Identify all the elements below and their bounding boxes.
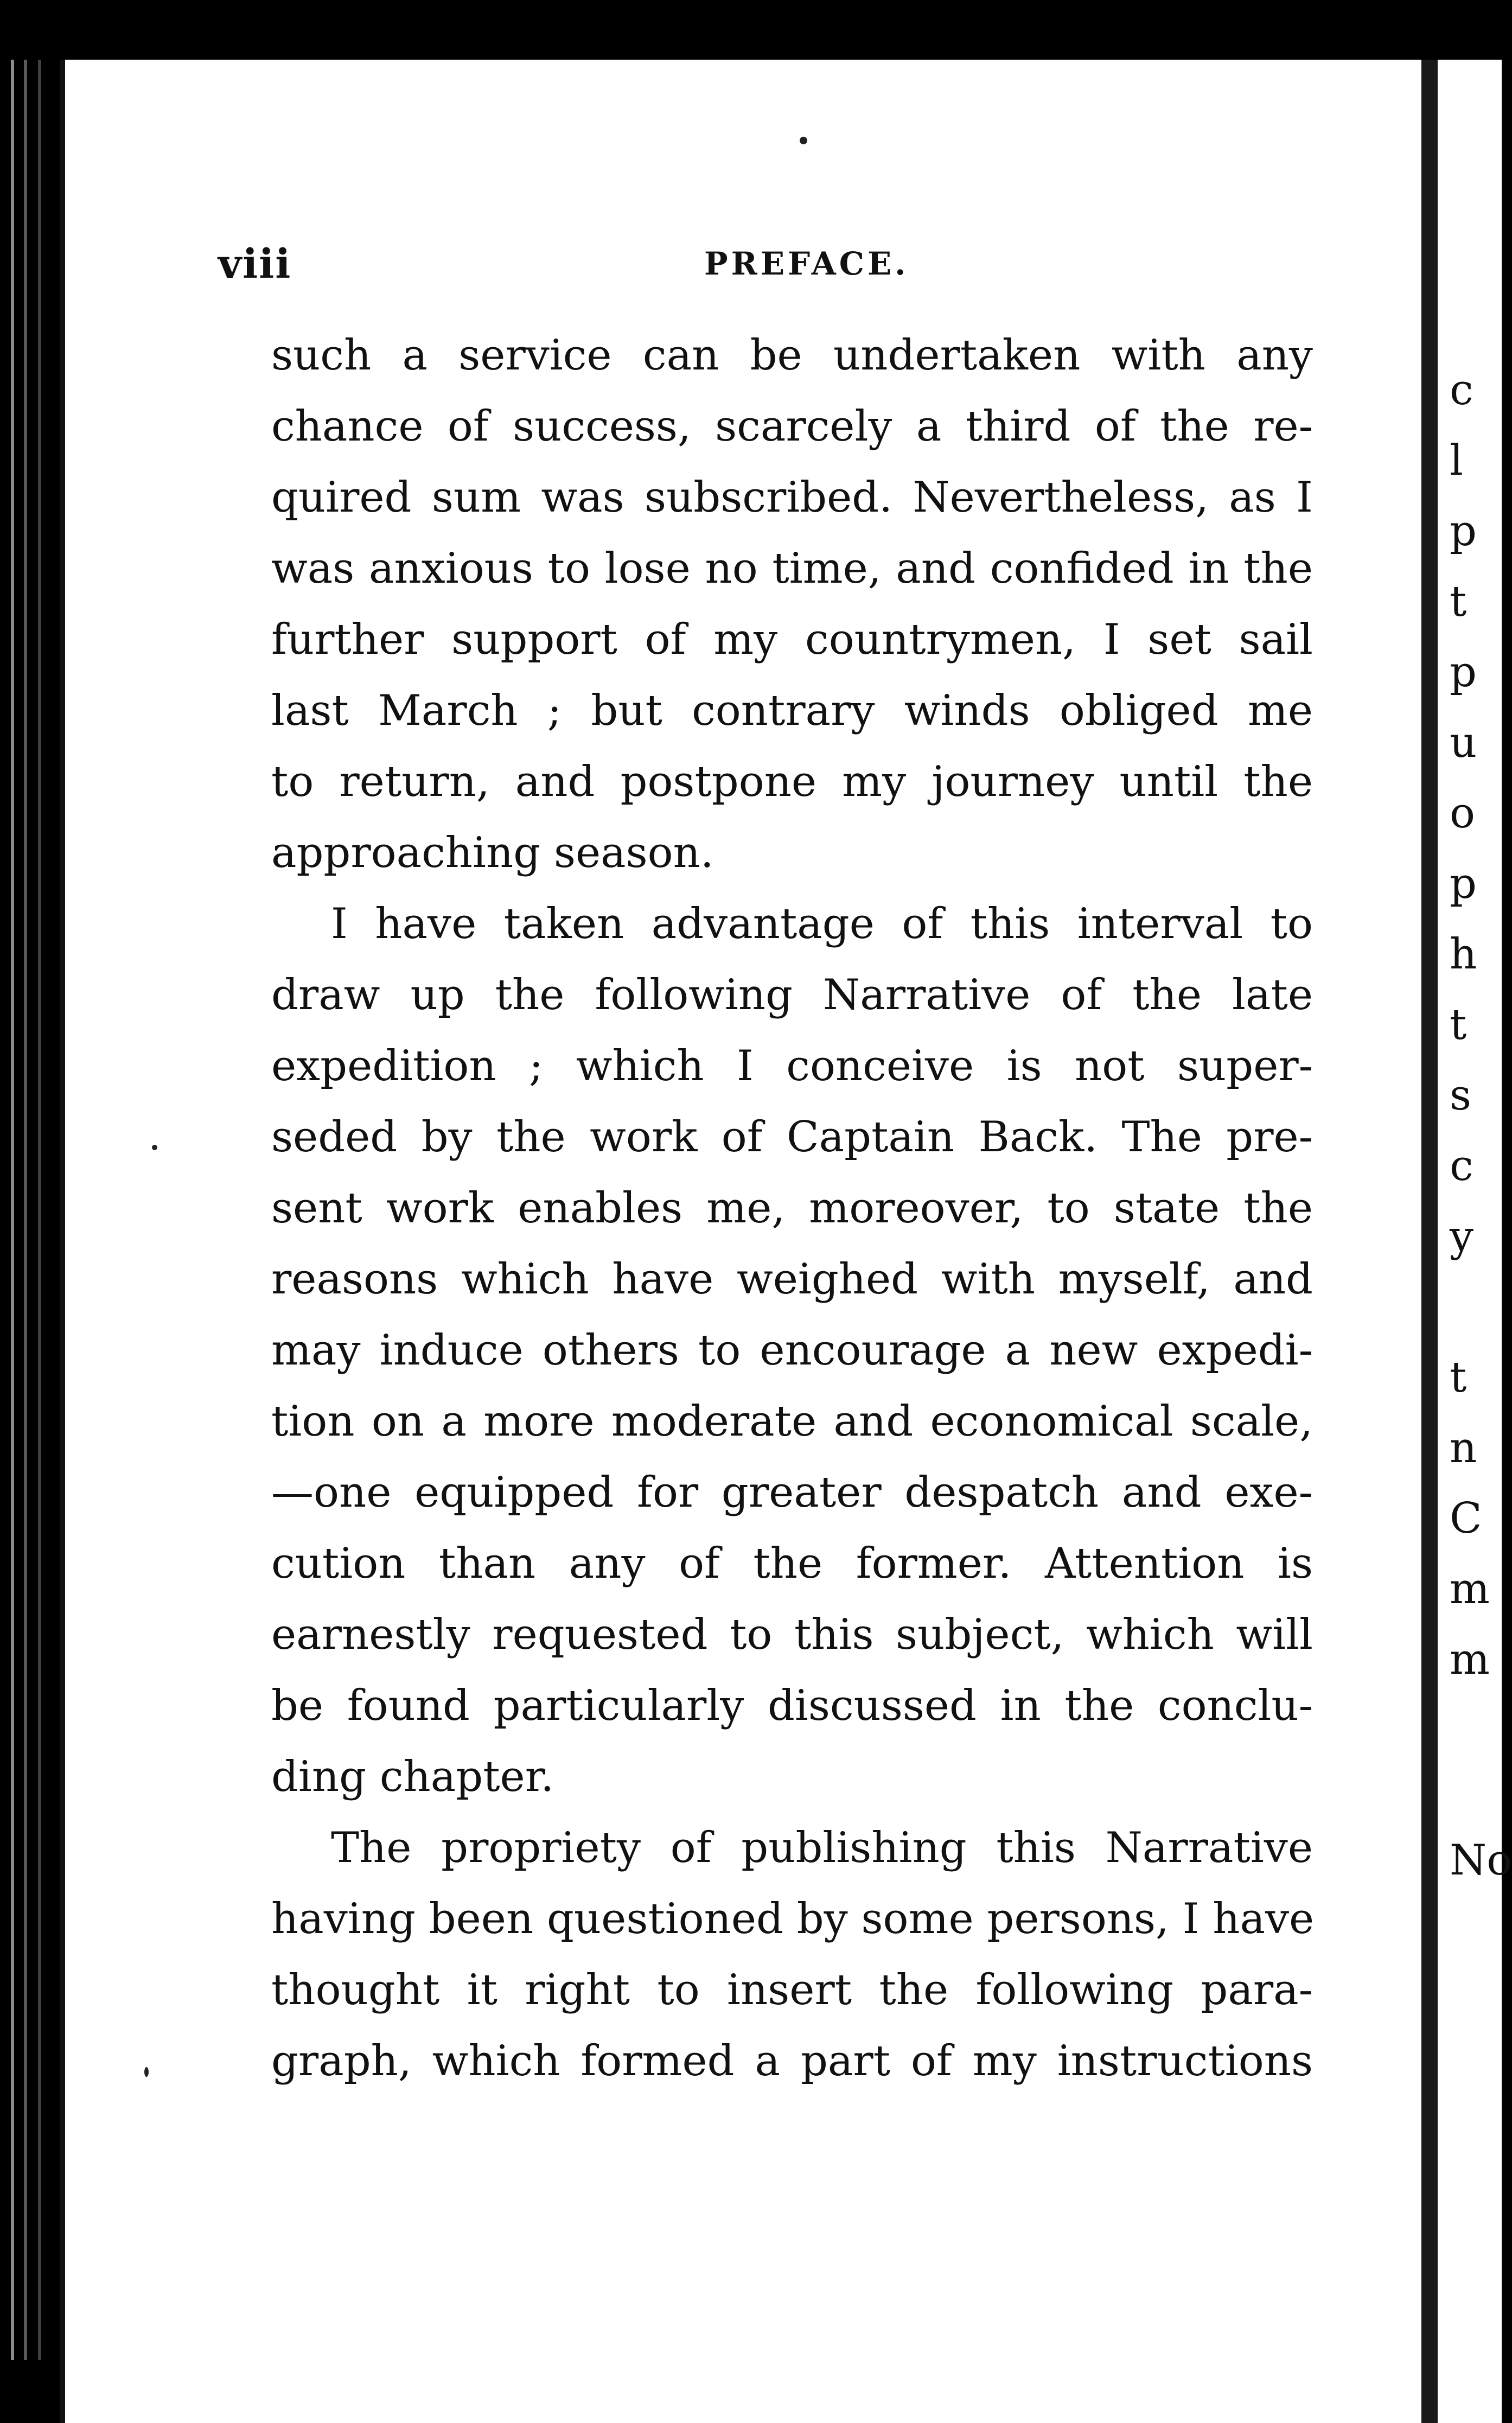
text-line: expedition ; which I conceive is not super-	[271, 1042, 1313, 1091]
text-line: —one equipped for greater despatch and exe-	[271, 1468, 1313, 1517]
facing-page-letter: p	[1450, 859, 1477, 908]
print-speck	[144, 2067, 149, 2077]
facing-page-letter: m	[1450, 1635, 1490, 1684]
text-line: was anxious to lose no time, and confided in the	[271, 544, 1313, 593]
text-line: cution than any of the former. Attention is	[271, 1539, 1313, 1588]
facing-page-letter: c	[1450, 366, 1473, 415]
page-number: viii	[218, 241, 292, 288]
facing-page-letter: t	[1450, 1353, 1467, 1402]
text-line: such a service can be undertaken with any	[271, 331, 1313, 380]
print-speck	[152, 1145, 157, 1150]
facing-page-letter: h	[1450, 930, 1477, 979]
facing-page-letter: s	[1450, 1071, 1472, 1120]
text-line: may induce others to encourage a new expedi-	[271, 1326, 1313, 1375]
text-line: further support of my countrymen, I set sail	[271, 615, 1313, 664]
facing-page-letter: u	[1450, 718, 1477, 767]
print-speck	[800, 137, 807, 144]
running-title: PREFACE.	[704, 245, 909, 282]
binding-gutter	[0, 0, 60, 2423]
facing-page-letter: p	[1450, 507, 1477, 556]
facing-page-letter: m	[1450, 1565, 1490, 1614]
text-line: sent work enables me, moreover, to state the	[271, 1184, 1313, 1233]
text-line: having been questioned by some persons, I have	[271, 1895, 1315, 1943]
facing-page-letter: C	[1450, 1494, 1482, 1543]
text-line: reasons which have weighed with myself, and	[271, 1255, 1313, 1304]
running-head	[218, 241, 1312, 301]
binding-edge-line	[11, 60, 14, 2360]
binding-edge-line	[38, 60, 41, 2360]
text-line: to return, and postpone my journey until the	[271, 757, 1313, 806]
text-line: seded by the work of Captain Back. The pre-	[271, 1113, 1313, 1162]
facing-page-letter: n	[1450, 1424, 1477, 1472]
text-line: approaching season.	[271, 828, 714, 877]
text-line: ding chapter.	[271, 1752, 554, 1801]
text-line: quired sum was subscribed. Nevertheless, as I	[271, 473, 1313, 522]
text-line: last March ; but contrary winds obliged me	[271, 686, 1313, 735]
text-line: earnestly requested to this subject, which will	[271, 1610, 1313, 1659]
binding-edge-line	[24, 60, 27, 2360]
facing-page-letter: l	[1450, 436, 1463, 485]
facing-page-letter: p	[1450, 648, 1477, 697]
text-line: I have taken advantage of this interval to	[331, 900, 1313, 948]
page-fold-shadow	[1421, 60, 1438, 2423]
body-text	[271, 320, 1313, 2097]
facing-page-strip	[1438, 60, 1512, 2423]
text-line: draw up the following Narrative of the late	[271, 971, 1313, 1019]
facing-page-letter: c	[1450, 1142, 1473, 1190]
facing-page-letter: t	[1450, 1000, 1467, 1049]
text-line: tion on a more moderate and economical scale,	[271, 1397, 1313, 1446]
text-line: chance of success, scarcely a third of the re-	[271, 402, 1313, 451]
text-line: be found particularly discussed in the conclu-	[271, 1681, 1313, 1730]
facing-page-letter: No	[1450, 1836, 1512, 1885]
text-line: thought it right to insert the following para-	[271, 1966, 1313, 2014]
facing-page-letter: y	[1450, 1212, 1474, 1261]
facing-page-letter: t	[1450, 577, 1467, 626]
text-line: graph, which formed a part of my instructions	[271, 2037, 1313, 2086]
text-line: The propriety of publishing this Narrative	[331, 1823, 1313, 1872]
facing-page-letter: o	[1450, 789, 1475, 838]
